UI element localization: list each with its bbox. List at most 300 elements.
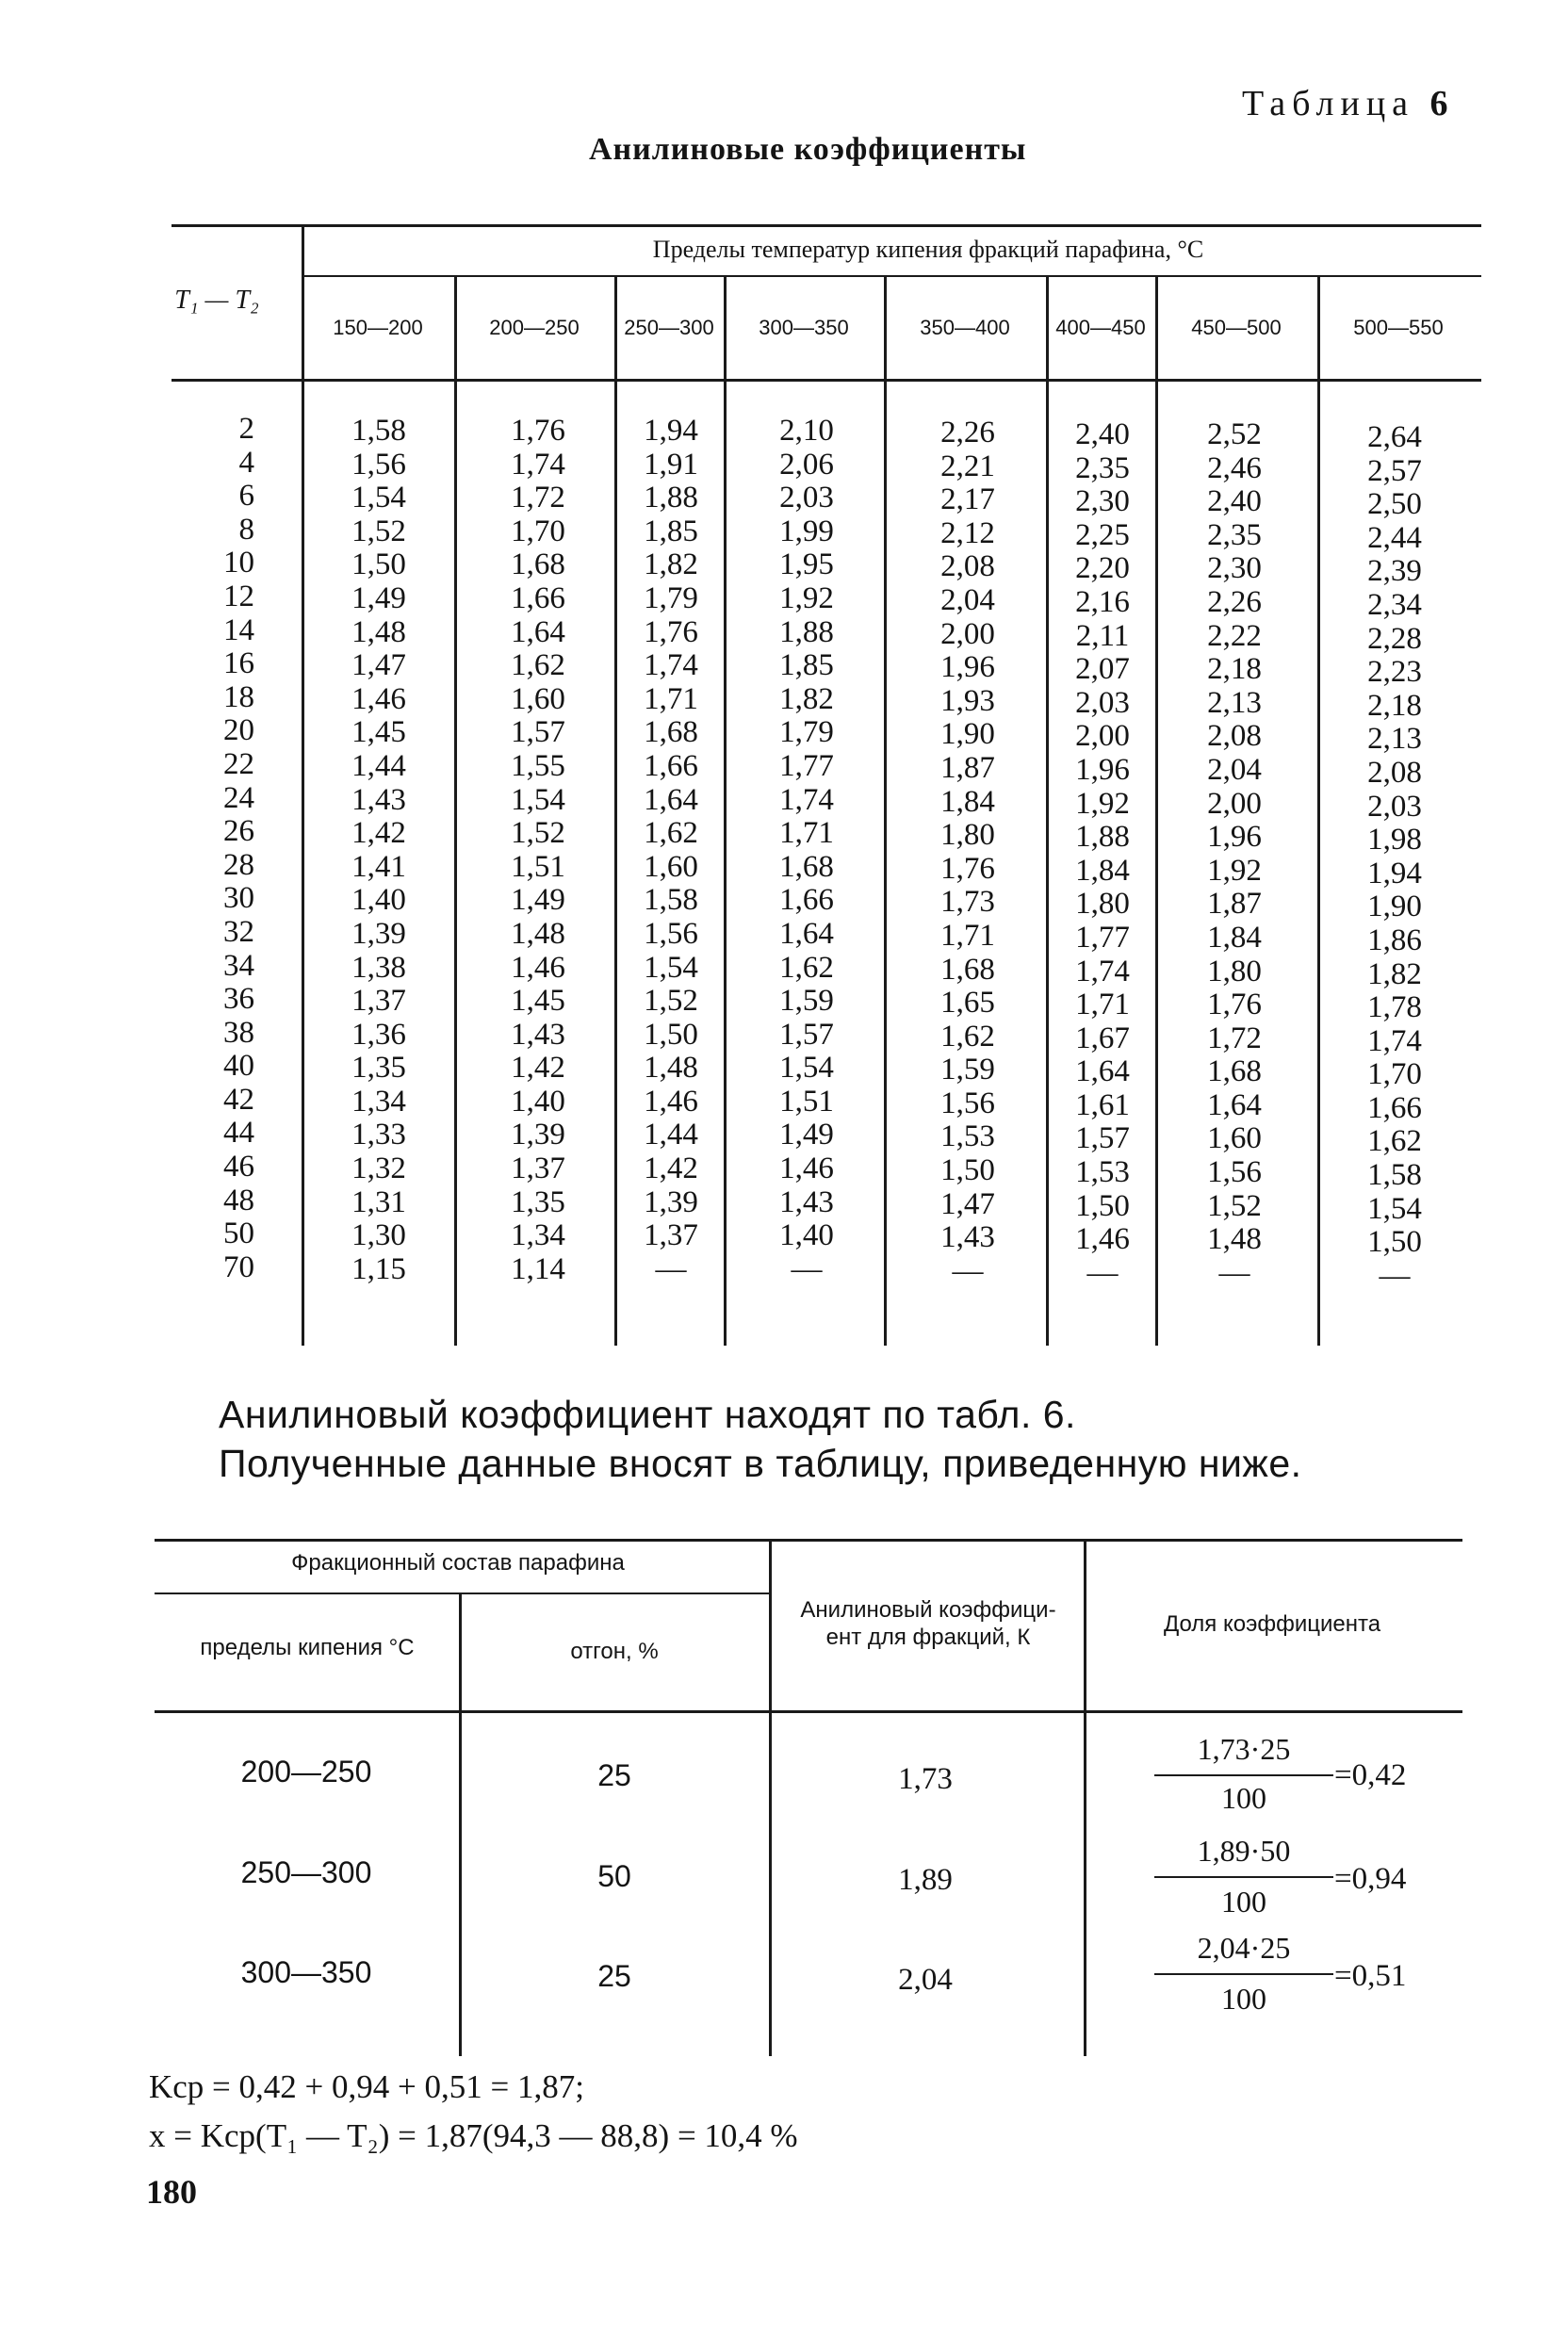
table2-range: 300—350 [240, 1955, 372, 1989]
table-cell: 1,77 [779, 748, 834, 783]
table-cell: 2,34 [1367, 587, 1422, 622]
table-cell: 1,54 [511, 782, 565, 817]
table-cell: 1,46 [511, 950, 565, 985]
table-cell: 1,74 [1075, 954, 1130, 988]
row-label: 2 [238, 412, 254, 446]
table-cell: 1,48 [511, 916, 565, 951]
table-cell: 1,46 [351, 681, 406, 716]
row-label: 34 [223, 948, 254, 983]
table-cell: 2,44 [1367, 520, 1422, 555]
table-cell: 1,52 [1207, 1188, 1262, 1223]
table-cell: 1,49 [351, 580, 406, 615]
table-cell: 2,30 [1207, 551, 1262, 586]
row-label: 50 [223, 1217, 254, 1251]
row-label: 46 [223, 1150, 254, 1184]
table-cell: 1,76 [511, 414, 565, 448]
table-cell: 1,73 [940, 885, 995, 920]
table2-col-divider [769, 1539, 772, 2056]
table2-yield: 25 [597, 1959, 631, 1993]
row-label: 48 [223, 1183, 254, 1217]
table-cell: 1,34 [511, 1218, 565, 1253]
table-cell: 2,04 [1207, 752, 1262, 787]
table-cell: 1,52 [644, 984, 698, 1019]
table-cell: 1,47 [940, 1186, 995, 1221]
table-cell: 1,62 [940, 1019, 995, 1054]
table-cell: 1,71 [644, 681, 698, 716]
table2-rule-group [155, 1592, 769, 1594]
table-cell: 1,96 [1075, 752, 1130, 787]
table-col-divider [614, 277, 617, 1346]
page-number: 180 [146, 2173, 197, 2211]
table-number: 6 [1429, 84, 1448, 123]
row-label: 40 [223, 1049, 254, 1084]
row-label: 22 [223, 746, 254, 781]
row-label: 6 [238, 479, 254, 514]
value-column [1207, 418, 1262, 1290]
table-cell: 1,31 [351, 1184, 406, 1219]
table-cell: 2,03 [779, 481, 834, 515]
table-cell: 2,07 [1075, 652, 1130, 687]
table-cell: 1,59 [940, 1053, 995, 1087]
row-label: 28 [223, 847, 254, 882]
table-cell: 1,74 [779, 782, 834, 817]
table-cell: 1,78 [1367, 990, 1422, 1025]
table-cell: 1,60 [1207, 1121, 1262, 1156]
table-cell: 1,34 [351, 1084, 406, 1119]
table-cell: 1,90 [1367, 890, 1422, 924]
table-cell: 1,43 [779, 1184, 834, 1219]
table-rule-group [303, 275, 1481, 277]
table-col-divider [302, 224, 304, 1346]
table-cell: 2,50 [1367, 487, 1422, 522]
table2-group-header: Фракционный состав парафина [291, 1550, 625, 1576]
fraction-denominator: 100 [1221, 1982, 1266, 2016]
table-cell: 2,17 [940, 482, 995, 517]
fraction-numerator: 1,89·50 [1197, 1834, 1291, 1868]
table-cell: 1,49 [511, 883, 565, 918]
table-cell: 1,50 [644, 1017, 698, 1052]
table-cell: 1,94 [1367, 856, 1422, 890]
row-label: 70 [223, 1250, 254, 1284]
row-labels [188, 413, 254, 1284]
row-label: 14 [223, 612, 254, 647]
table-cell: 1,72 [511, 481, 565, 515]
table2-k: 1,89 [898, 1863, 953, 1897]
fraction-bar [1154, 1973, 1333, 1975]
table-cell: 1,76 [940, 851, 995, 886]
row-label: 38 [223, 1015, 254, 1050]
value-column [351, 415, 406, 1286]
table-cell: 1,40 [351, 883, 406, 918]
table-cell: 1,48 [351, 614, 406, 649]
table-col-divider [1317, 277, 1320, 1346]
table-cell: 1,79 [644, 580, 698, 615]
table-cell: 1,36 [351, 1017, 406, 1052]
table-cell: 1,82 [779, 681, 834, 716]
fraction-denominator: 100 [1221, 1885, 1266, 1919]
table-cell: 1,58 [644, 883, 698, 918]
table-cell: 2,13 [1207, 685, 1262, 720]
row-label: 8 [238, 512, 254, 547]
row-label: 30 [223, 881, 254, 916]
table-cell: 2,21 [940, 449, 995, 483]
table-cell: 1,71 [940, 918, 995, 953]
table-title: Анилиновые коэффициенты [589, 132, 1027, 167]
table-cell: 2,06 [779, 447, 834, 482]
table-cell: 1,43 [940, 1220, 995, 1255]
table-cell: 2,26 [940, 416, 995, 449]
table-cell: 1,30 [351, 1218, 406, 1253]
table-cell: 1,58 [1367, 1158, 1422, 1193]
table-cell: 1,67 [1075, 1021, 1130, 1055]
table-cell: 1,44 [351, 748, 406, 783]
column-header: 250—300 [624, 316, 714, 339]
table-cell: 2,16 [1075, 584, 1130, 619]
table-cell: 1,48 [1207, 1222, 1262, 1257]
table-cell: 1,65 [940, 986, 995, 1021]
table-cell: 1,93 [940, 683, 995, 718]
table-cell: — [1218, 1255, 1250, 1290]
fraction-result: =0,42 [1334, 1758, 1407, 1792]
table-cell: 1,46 [1075, 1222, 1130, 1257]
table-cell: 1,14 [511, 1251, 565, 1286]
table-cell: 1,85 [644, 514, 698, 548]
table-cell: 2,30 [1075, 484, 1130, 519]
table-cell: 1,58 [351, 414, 406, 448]
table-rule-header [172, 379, 1481, 382]
table-cell: 1,57 [1075, 1121, 1130, 1156]
table-cell: 1,62 [779, 950, 834, 985]
table-cell: 1,53 [1075, 1155, 1130, 1190]
table-cell: 1,54 [351, 481, 406, 515]
row-label: 24 [223, 780, 254, 815]
table-cell: 1,96 [940, 650, 995, 685]
table-cell: 1,45 [511, 984, 565, 1019]
table-cell: 2,00 [1075, 719, 1130, 754]
table-cell: 1,68 [940, 952, 995, 987]
table-cell: 1,52 [511, 816, 565, 851]
table-cell: 1,46 [644, 1084, 698, 1119]
table-cell: 1,39 [511, 1118, 565, 1152]
table-cell: 2,13 [1367, 722, 1422, 757]
table-cell: 2,40 [1075, 417, 1130, 451]
value-column [511, 415, 565, 1286]
table-cell: 1,87 [940, 750, 995, 785]
table-cell: 1,62 [644, 816, 698, 851]
fraction-bar [1154, 1876, 1333, 1878]
table-cell: 1,52 [351, 514, 406, 548]
table-cell: 2,08 [940, 549, 995, 584]
table-cell: 2,57 [1367, 453, 1422, 488]
table-cell: 1,51 [779, 1084, 834, 1119]
table-col-divider [1155, 277, 1158, 1346]
table2-yield: 25 [597, 1758, 631, 1792]
table-cell: 1,99 [779, 514, 834, 548]
table-cell: 1,49 [779, 1118, 834, 1152]
table-cell: 1,84 [1207, 920, 1262, 955]
table-cell: 1,35 [511, 1184, 565, 1219]
table-cell: 1,61 [1075, 1087, 1130, 1122]
paragraph-line-1: Анилиновый коэффициент находят по табл. 6. [219, 1393, 1076, 1436]
table-cell: 2,18 [1367, 688, 1422, 723]
table-cell: 1,57 [779, 1017, 834, 1052]
table2-rule-header [155, 1710, 1462, 1713]
table-cell: 2,39 [1367, 554, 1422, 589]
column-header: 450—500 [1191, 316, 1282, 339]
table-cell: 1,70 [511, 514, 565, 548]
table-rule-top [172, 224, 1481, 227]
row-label: 44 [223, 1116, 254, 1151]
column-header: 400—450 [1055, 316, 1146, 339]
table-cell: 1,53 [940, 1119, 995, 1154]
table-cell: 2,12 [940, 515, 995, 550]
table-cell: 1,66 [779, 883, 834, 918]
table-cell: 1,74 [1367, 1023, 1422, 1058]
row-label: 4 [238, 445, 254, 480]
table-cell: 2,40 [1207, 484, 1262, 519]
value-column [940, 416, 995, 1288]
row-label: 18 [223, 679, 254, 714]
table-cell: 1,85 [779, 648, 834, 683]
table-word: Таблица [1242, 84, 1415, 123]
table-cell: 1,57 [511, 715, 565, 750]
row-label: 10 [223, 546, 254, 580]
table2-col-divider [459, 1594, 462, 2056]
table-cell: 2,23 [1367, 655, 1422, 690]
fraction-numerator: 1,73·25 [1197, 1732, 1291, 1766]
table-cell: 1,41 [351, 849, 406, 884]
table-cell: 2,03 [1075, 685, 1130, 720]
table-cell: 1,50 [351, 547, 406, 582]
table-cell: 1,50 [940, 1153, 995, 1188]
table-cell: 1,64 [1207, 1087, 1262, 1122]
value-column [779, 415, 834, 1286]
table-col-divider [454, 277, 457, 1346]
table2-yield: 50 [597, 1859, 631, 1893]
table-cell: 2,00 [1207, 786, 1262, 821]
table-cell: 1,56 [940, 1086, 995, 1120]
row-label: 20 [223, 713, 254, 748]
table-cell: 1,56 [351, 447, 406, 482]
table2-col-aniline-1: Анилиновый коэффици- [800, 1597, 1056, 1623]
table-cell: 1,91 [644, 447, 698, 482]
table-col-divider [724, 277, 727, 1346]
table-cell: 2,28 [1367, 621, 1422, 656]
table-cell: 1,92 [1075, 786, 1130, 821]
table-cell: 1,74 [511, 447, 565, 482]
table-cell: 1,96 [1207, 820, 1262, 855]
table-cell: 2,11 [1075, 618, 1130, 653]
table-cell: 1,56 [644, 916, 698, 951]
fraction-result: =0,51 [1334, 1959, 1407, 1993]
table-cell: 1,82 [1367, 956, 1422, 991]
table-cell: 1,92 [779, 580, 834, 615]
table-cell: 1,55 [511, 748, 565, 783]
table-cell: 1,80 [1207, 954, 1262, 988]
table-cell: 1,46 [779, 1152, 834, 1186]
table-cell: 2,64 [1367, 420, 1422, 454]
table-cell: 1,35 [351, 1051, 406, 1086]
table-cell: — [1379, 1258, 1411, 1293]
row-label: 16 [223, 646, 254, 681]
table-cell: 1,95 [779, 547, 834, 582]
table-cell: 1,59 [779, 984, 834, 1019]
table-cell: 1,84 [1075, 853, 1130, 888]
table2-k: 1,73 [898, 1762, 953, 1796]
table-cell: 1,39 [644, 1184, 698, 1219]
table-cell: 1,64 [1075, 1054, 1130, 1089]
table-cell: 1,68 [644, 715, 698, 750]
table-cell: 1,45 [351, 715, 406, 750]
table-cell: 1,33 [351, 1118, 406, 1152]
fraction-result: =0,94 [1334, 1862, 1407, 1896]
table-cell: 1,76 [644, 614, 698, 649]
table2-range: 200—250 [240, 1755, 372, 1788]
table-cell: 2,04 [940, 582, 995, 617]
table-cell: 1,43 [351, 782, 406, 817]
table-col-divider [884, 277, 887, 1346]
table-cell: 1,38 [351, 950, 406, 985]
table-label [1242, 83, 1448, 124]
table-cell: 1,43 [511, 1017, 565, 1052]
table-cell: 1,80 [1075, 887, 1130, 922]
table-cell: 2,00 [940, 616, 995, 651]
table-cell: 1,56 [1207, 1155, 1262, 1190]
fraction-denominator: 100 [1221, 1781, 1266, 1815]
table-cell: 1,64 [779, 916, 834, 951]
table-cell: 1,92 [1207, 853, 1262, 888]
table-cell: 1,60 [644, 849, 698, 884]
table-cell: 1,51 [511, 849, 565, 884]
table-cell: 2,26 [1207, 584, 1262, 619]
table2-k: 2,04 [898, 1963, 953, 1997]
table-cell: 1,98 [1367, 823, 1422, 858]
table-cell: — [952, 1253, 984, 1288]
table2-col-yield: отгон, % [570, 1639, 659, 1664]
table-cell: 2,03 [1367, 789, 1422, 824]
table-cell: 1,77 [1075, 920, 1130, 955]
row-label: 32 [223, 914, 254, 949]
table-cell: 2,18 [1207, 652, 1262, 687]
column-header: 200—250 [489, 316, 580, 339]
fraction-bar [1154, 1774, 1333, 1776]
table-cell: 1,72 [1207, 1021, 1262, 1055]
table-cell: 2,08 [1207, 719, 1262, 754]
table-cell: 1,68 [511, 547, 565, 582]
value-column [1075, 418, 1130, 1290]
table-cell: 1,15 [351, 1251, 406, 1286]
table-cell: — [655, 1251, 687, 1286]
table-cell: 1,66 [511, 580, 565, 615]
table-cell: 2,46 [1207, 450, 1262, 485]
table-cell: 1,66 [1367, 1090, 1422, 1125]
table-cell: 1,79 [779, 715, 834, 750]
table-cell: 1,84 [940, 784, 995, 819]
value-column [1367, 421, 1422, 1293]
table2-col-share: Доля коэффициента [1163, 1611, 1381, 1637]
table-cell: 1,90 [940, 717, 995, 752]
table-cell: 1,68 [1207, 1054, 1262, 1089]
table-cell: 1,86 [1367, 923, 1422, 957]
column-header: 150—200 [333, 316, 423, 339]
table-cell: — [1086, 1255, 1119, 1290]
table-cell: 2,20 [1075, 551, 1130, 586]
table-cell: 1,40 [511, 1084, 565, 1119]
row-label: 26 [223, 814, 254, 849]
table-cell: 1,39 [351, 916, 406, 951]
table-cell: 1,82 [644, 547, 698, 582]
table-cell: 1,62 [1367, 1124, 1422, 1159]
table-cell: 1,50 [1367, 1225, 1422, 1260]
table-cell: 1,60 [511, 681, 565, 716]
table-cell: 1,44 [644, 1118, 698, 1152]
value-column [644, 415, 698, 1286]
table-cell: 1,54 [644, 950, 698, 985]
table2-col-range: пределы кипения °С [200, 1635, 415, 1660]
table-cell: 1,40 [779, 1218, 834, 1253]
table-col-divider [1046, 277, 1049, 1346]
formula-kavg: Kср = 0,42 + 0,94 + 0,51 = 1,87; [149, 2068, 584, 2105]
row-label: 36 [223, 982, 254, 1017]
fraction-numerator: 2,04·25 [1197, 1931, 1291, 1965]
table-cell: 2,25 [1075, 517, 1130, 552]
formula-x: x = Kср(T₁ — T₂) = 1,87(94,3 — 88,8) = 10,4 % [149, 2117, 798, 2154]
table-cell: 1,68 [779, 849, 834, 884]
table-cell: 1,64 [644, 782, 698, 817]
table-cell: 1,47 [351, 648, 406, 683]
table-cell: 1,37 [511, 1152, 565, 1186]
table2-col-divider [1084, 1539, 1086, 2056]
table2-rule-top [155, 1539, 1462, 1542]
table2-range: 250—300 [240, 1855, 372, 1889]
table-cell: 1,32 [351, 1152, 406, 1186]
table-cell: 1,42 [511, 1051, 565, 1086]
table-cell: 1,42 [351, 816, 406, 851]
table-cell: 2,10 [779, 414, 834, 448]
table-cell: 1,70 [1367, 1057, 1422, 1092]
table-cell: 1,71 [779, 816, 834, 851]
table-cell: 1,76 [1207, 988, 1262, 1022]
table-cell: 1,80 [940, 818, 995, 853]
table-cell: 1,48 [644, 1051, 698, 1086]
table-cell: 1,64 [511, 614, 565, 649]
table-cell: 2,35 [1207, 517, 1262, 552]
table-cell: 1,94 [644, 414, 698, 448]
table-cell: 2,35 [1075, 450, 1130, 485]
table-cell: 1,66 [644, 748, 698, 783]
table-cell: 2,22 [1207, 618, 1262, 653]
table-cell: 1,54 [1367, 1191, 1422, 1226]
table-cell: 1,37 [351, 984, 406, 1019]
table-cell: 1,88 [1075, 820, 1130, 855]
table-cell: 1,54 [779, 1051, 834, 1086]
row-label: 42 [223, 1082, 254, 1117]
row-label: 12 [223, 579, 254, 613]
table-cell: 1,62 [511, 648, 565, 683]
table-cell: 2,08 [1367, 755, 1422, 790]
column-header: 350—400 [920, 316, 1010, 339]
column-header: 500—550 [1353, 316, 1444, 339]
row-header: T₁ — T₂ [174, 286, 259, 315]
table-cell: 1,88 [779, 614, 834, 649]
table-cell: 1,42 [644, 1152, 698, 1186]
column-header: 300—350 [759, 316, 849, 339]
table-cell: 1,71 [1075, 988, 1130, 1022]
paragraph-line-2: Полученные данные вносят в таблицу, приведенную ниже. [219, 1442, 1302, 1485]
table-cell: 1,87 [1207, 887, 1262, 922]
table-cell: 1,37 [644, 1218, 698, 1253]
table-cell: 1,50 [1075, 1188, 1130, 1223]
